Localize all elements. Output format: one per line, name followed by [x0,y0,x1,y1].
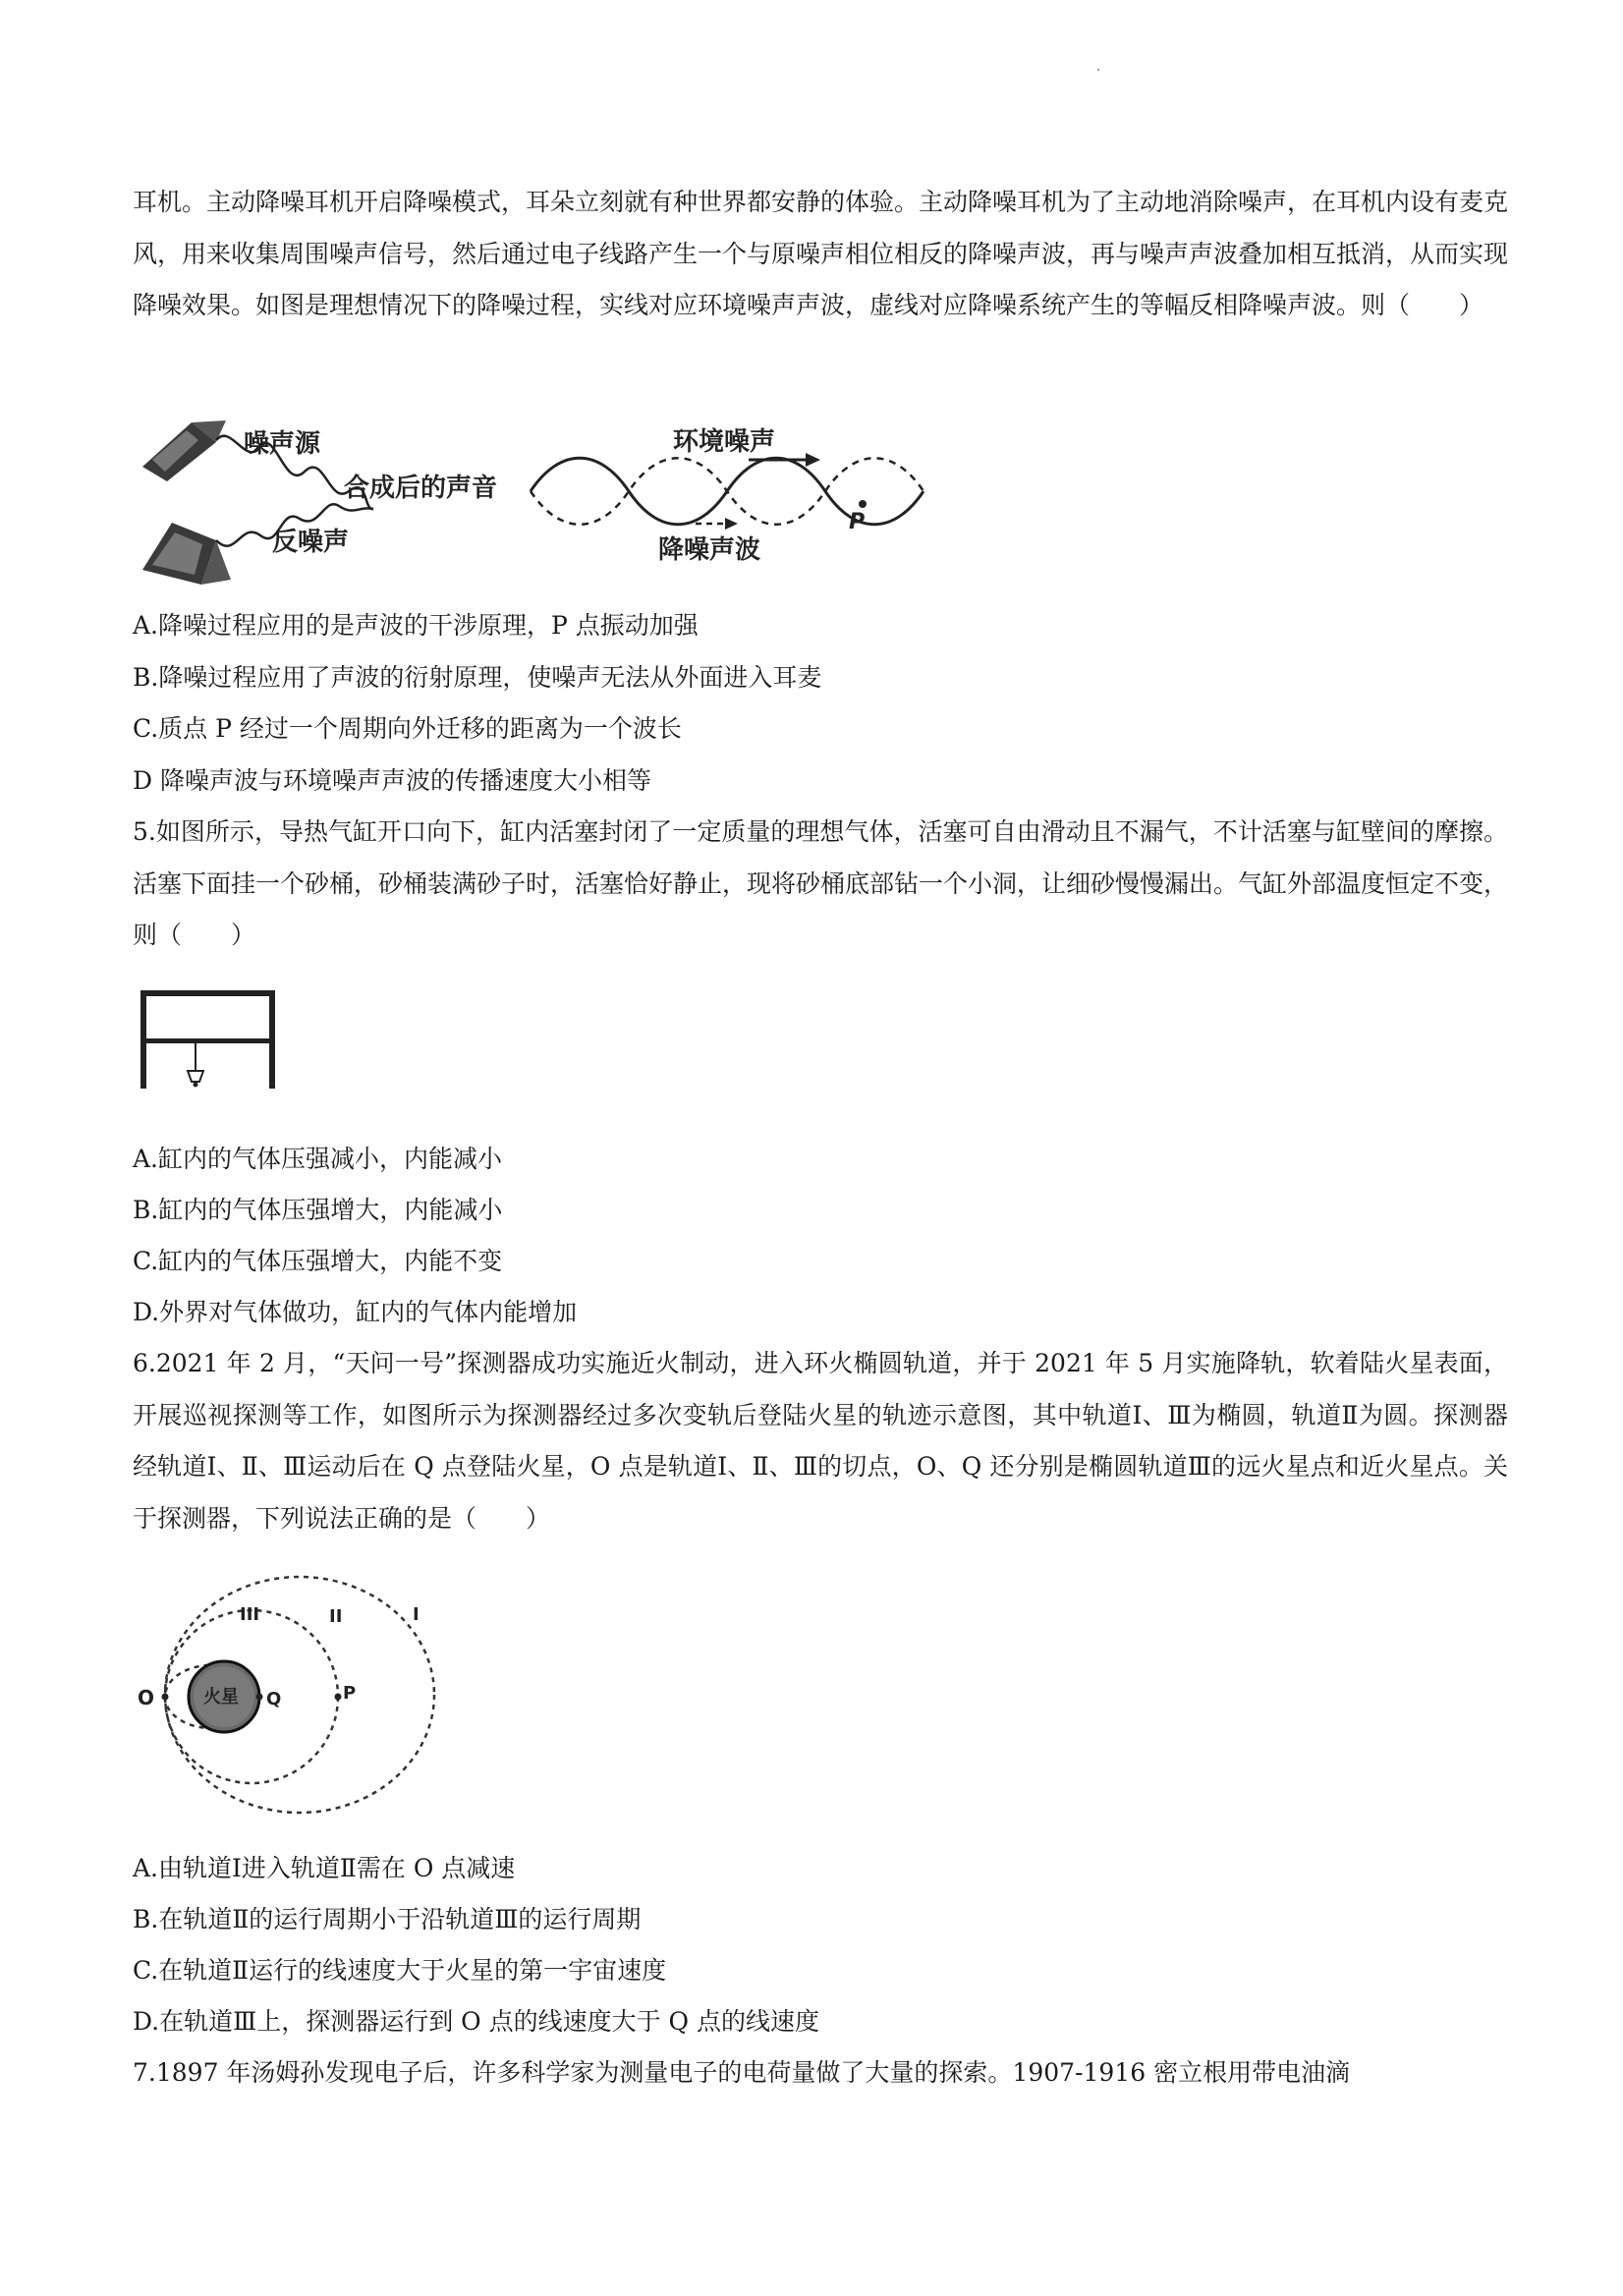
label-p: P [343,1683,357,1704]
q4-option-d: D 降噪声波与环境噪声声波的传播速度大小相等 [133,766,651,795]
q4-option-c: C.质点 P 经过一个周期向外迁移的距离为一个波长 [133,714,682,743]
point-p-dot [335,1694,342,1701]
q6-option-b: B.在轨道Ⅱ的运行周期小于沿轨道Ⅲ的运行周期 [133,1905,642,1933]
mars-orbit-figure [133,1567,447,1822]
q6-option-c: C.在轨道Ⅱ运行的线速度大于火星的第一宇宙速度 [133,1956,667,1985]
label-anti-noise: 反噪声 [272,528,350,557]
label-noise-source: 噪声源 [244,429,321,459]
label-p: P [849,510,866,534]
q4-option-b: B.降噪过程应用了声波的衍射原理，使噪声无法从外面进入耳麦 [133,663,822,692]
q6-option-a: A.由轨道Ⅰ进入轨道Ⅱ需在 O 点减速 [133,1854,516,1882]
q6-option-d: D.在轨道Ⅲ上，探测器运行到 O 点的线速度大于 Q 点的线速度 [133,2007,819,2036]
noise-cancel-figure [138,413,953,594]
scan-dot [1097,69,1099,71]
q4-stem: 耳机。主动降噪耳机开启降噪模式，耳朵立刻就有种世界都安静的体验。主动降噪耳机为了主动地消除噪声，在耳机内设有麦克风，用来收集周围噪声信号，然后通过电子线路产生一个与原噪声相位相反的降噪声波，再与噪声声波叠加相互抵消，从而实现降噪效果。如图是理想情况下的降噪过程，实线对应环境噪声声波，虚线对应降噪系统产生的等幅反相降噪声波。则（ ） [133,188,1509,319]
piston [146,1038,269,1043]
q5-stem: 5.如图所示，导热气缸开口向下，缸内活塞封闭了一定质量的理想气体，活塞可自由滑动且不漏气，不计活塞与缸壁间的摩擦。活塞下面挂一个砂桶，砂桶装满砂子时，活塞恰好静止，现将砂桶底部钻一个小洞，让细砂慢慢漏出。气缸外部温度恒定不变，则（ ） [133,817,1509,949]
label-orbit-i: I [413,1604,420,1625]
point-o-dot [162,1694,169,1701]
q5-option-b: B.缸内的气体压强增大，内能减小 [133,1196,503,1224]
cylinder-figure [138,987,285,1095]
speaker-bottom-icon [142,523,231,585]
q5-option-a: A.缸内的气体压强减小，内能减小 [133,1145,503,1173]
q5-option-c: C.缸内的气体压强增大，内能不变 [133,1247,503,1275]
q4-option-a: A.降噪过程应用的是声波的干涉原理，P 点振动加强 [133,611,699,640]
label-env-noise: 环境噪声 [673,427,776,457]
label-mars: 火星 [203,1687,239,1708]
q7-stem: 7.1897 年汤姆孙发现电子后，许多科学家为测量电子的电荷量做了大量的探索。1907-1916 密立根用带电油滴 [133,2058,1351,2087]
label-orbit-ii: II [329,1606,343,1627]
q6-stem: 6.2021 年 2 月，“天问一号”探测器成功实施近火制动，进入环火椭圆轨道，并于 2021 年 5 月实施降轨，软着陆火星表面，开展巡视探测等工作，如图所示为探测器经过多次变轨后登陆火星的轨迹示意图，其中轨道Ⅰ、Ⅲ为椭圆，轨道Ⅱ为圆。探测器经轨道Ⅰ、Ⅱ、Ⅲ运动后在 Q 点登陆火星，O 点是轨道Ⅰ、Ⅱ、Ⅲ的切点，O、Q 还分别是椭圆轨道Ⅲ的远火星点和近火星点。关于探测器，下列说法正确的是（ ） [133,1349,1508,1533]
dashed-arrow-right-icon [696,518,738,530]
q5-option-d: D.外界对气体做功，缸内的气体内能增加 [133,1298,578,1326]
label-noise-wave: 降噪声波 [658,535,761,565]
label-o: O [138,1686,155,1709]
sand-bucket-icon [188,1071,203,1088]
label-combined-sound: 合成后的声音 [344,474,498,503]
point-p-dot [859,500,867,508]
label-q: Q [266,1689,282,1709]
point-q-dot [256,1694,263,1701]
speaker-top-icon [142,420,226,481]
label-orbit-iii: III [240,1604,260,1625]
